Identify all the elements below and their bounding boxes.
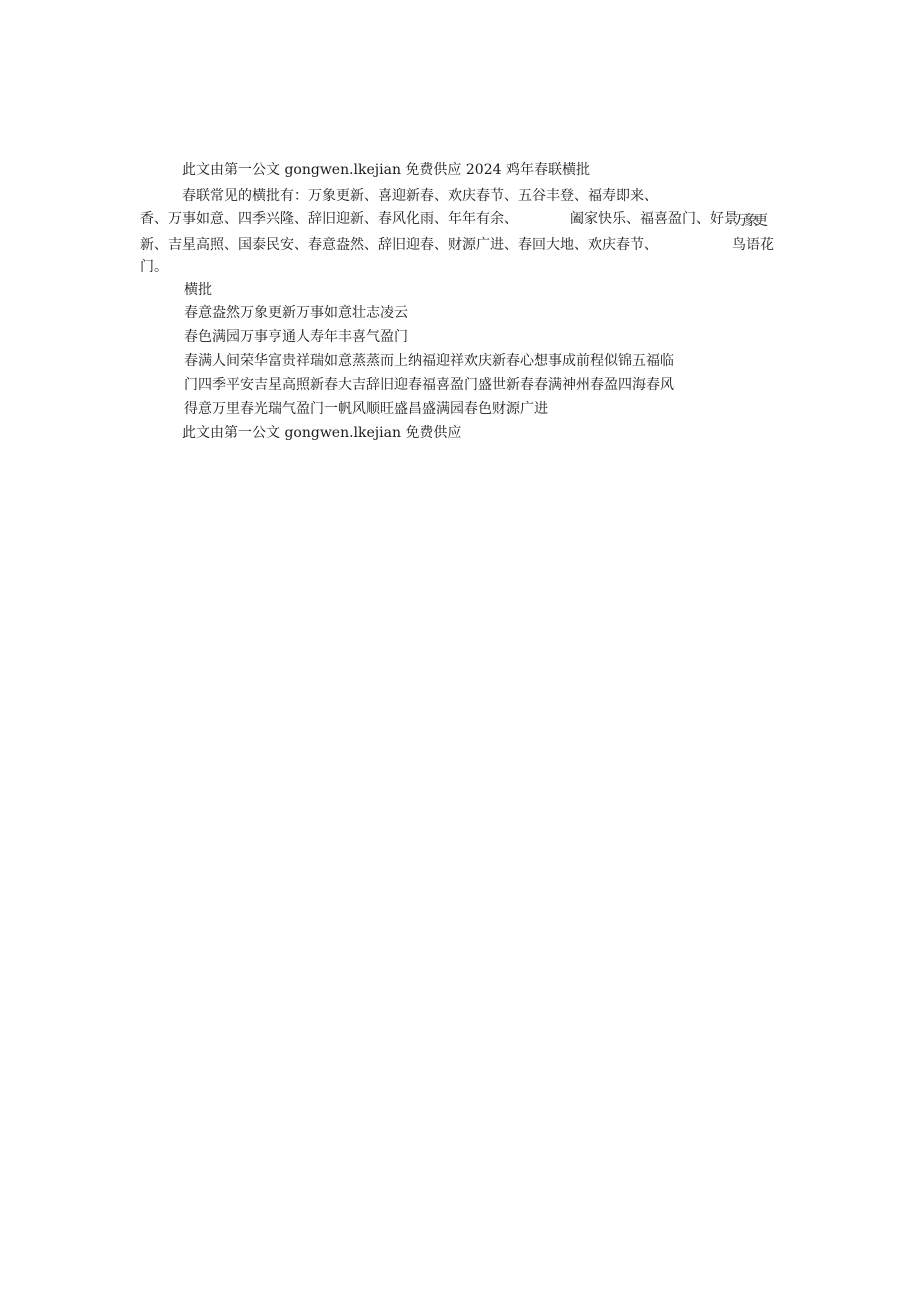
header-line: 此文由第一公文 gongwen.lkejian 免费供应 2024 鸡年春联横批 (182, 162, 590, 178)
intro-line-1: 春联常见的横批有：万象更新、喜迎新春、欢庆春节、五谷丰登、福寿即来、 (182, 188, 658, 204)
hengpi-line-5: 得意万里春光瑞气盈门一帆风顺旺盛昌盛满园春色财源广进 (184, 401, 548, 417)
hengpi-line-1: 春意盎然万象更新万事如意壮志凌云 (184, 305, 408, 321)
hengpi-line-3: 春满人间荣华富贵祥瑞如意蒸蒸而上纳福迎祥欢庆新春心想事成前程似锦五福临 (184, 353, 674, 369)
footer-line: 此文由第一公文 gongwen.lkejian 免费供应 (182, 425, 462, 441)
hengpi-line-2: 春色满园万事亨通人寿年丰喜气盈门 (184, 329, 408, 345)
hengpi-line-4: 门四季平安吉星高照新春大吉辞旧迎春福喜盈门盛世新春春满神州春盈四海春风 (184, 377, 674, 393)
intro-line-3-left: 新、吉星高照、国泰民安、春意盎然、辞旧迎春、财源广进、春回大地、欢庆春节、 (140, 237, 658, 253)
intro-line-3-right: 鸟语花 (732, 237, 774, 253)
intro-line-4: 门。 (140, 259, 168, 275)
intro-line-2-mid: 阖家快乐、福喜盈门、好景 (570, 211, 738, 227)
intro-line-2-left: 香、万事如意、四季兴隆、辞旧迎新、春风化雨、年年有余、 (140, 211, 518, 227)
hengpi-title: 横批 (184, 282, 212, 298)
intro-line-2-overlap: 万象更 (734, 213, 764, 229)
